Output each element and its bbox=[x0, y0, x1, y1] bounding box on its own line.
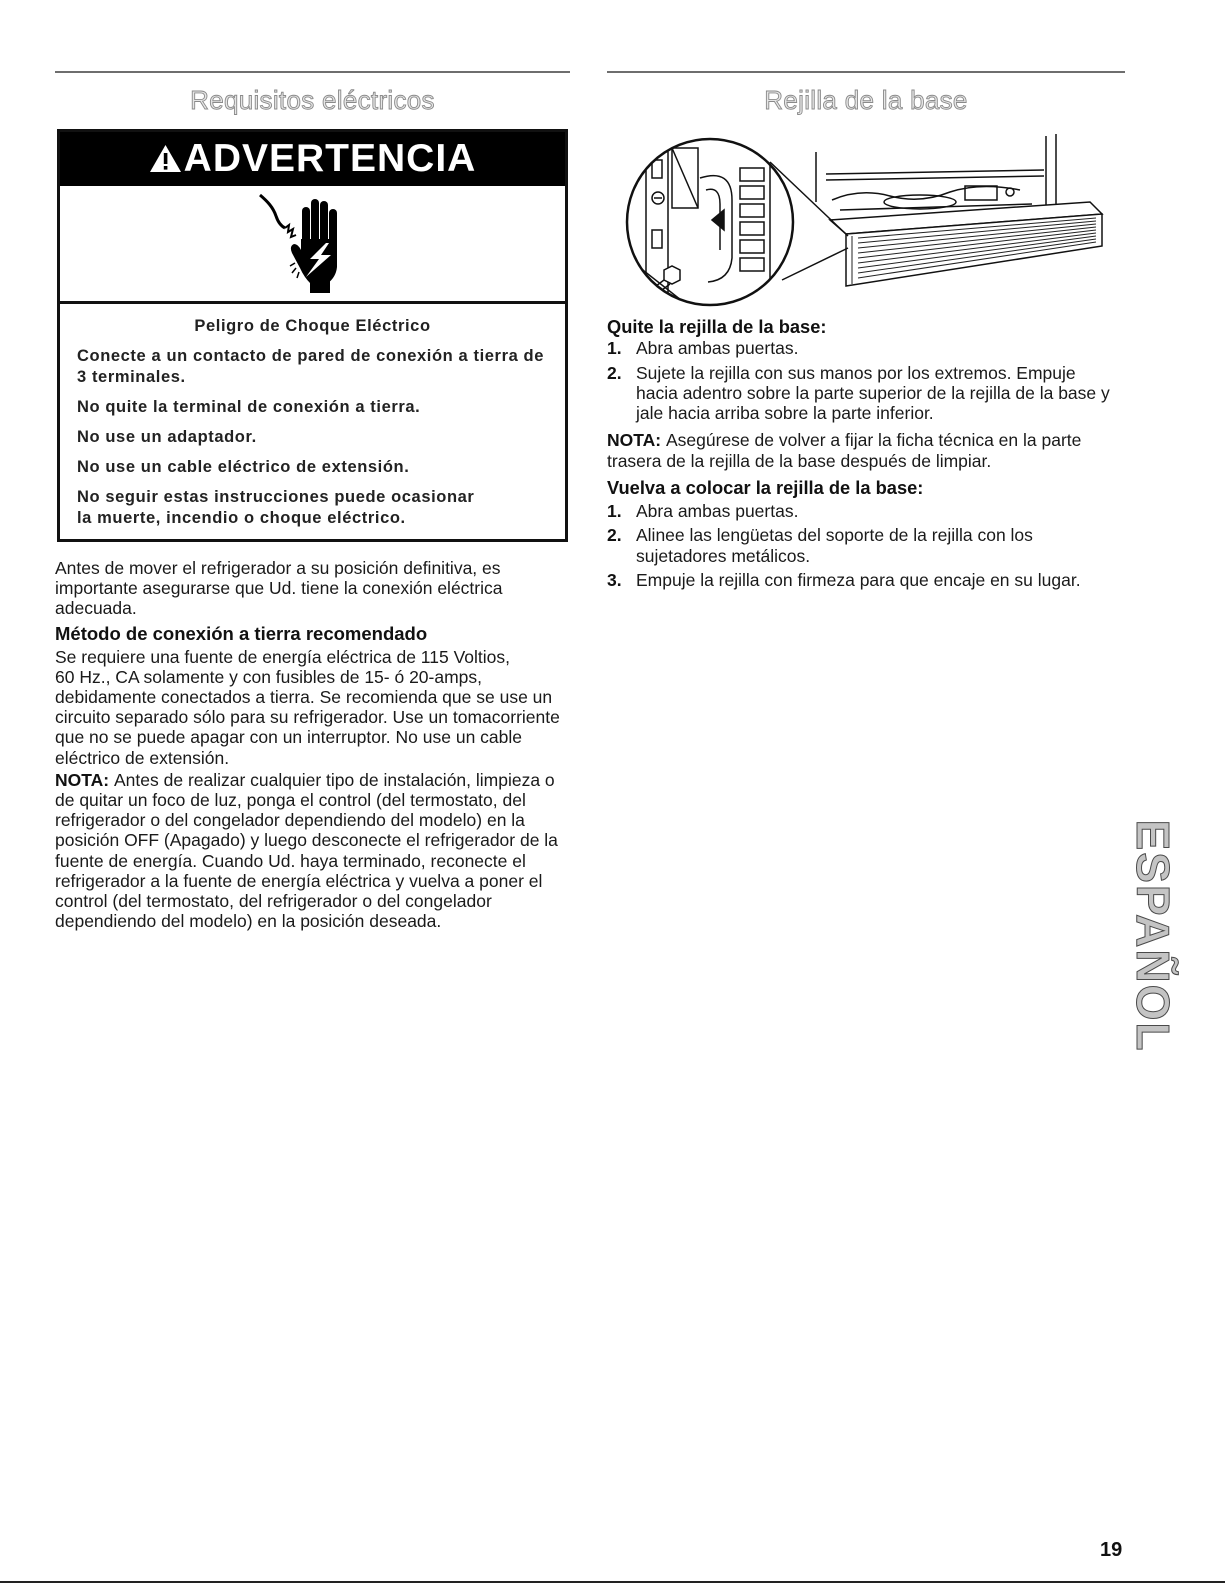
step-item bbox=[607, 501, 1125, 521]
step-number: 3. bbox=[607, 570, 622, 591]
body-line: Abra ambas puertas. bbox=[636, 338, 799, 358]
body-line: Se requiere una fuente de energía eléctrica de 115 Voltios, bbox=[55, 646, 510, 667]
body-line: refrigerador a la fuente de energía eléctrica y vuelva a poner el bbox=[55, 870, 543, 891]
note-label: NOTA: bbox=[607, 430, 662, 451]
step-item bbox=[607, 570, 1125, 590]
warning-line: No use un adaptador. bbox=[77, 428, 257, 446]
step-number: 2. bbox=[607, 362, 622, 383]
body-line: Antes de realizar cualquier tipo de instalación, limpieza o bbox=[114, 769, 555, 790]
body-line: trasera de la rejilla de la base después de limpiar. bbox=[607, 450, 992, 471]
body-line: circuito separado sólo para su refrigerador. Use un tomacorriente bbox=[55, 707, 560, 728]
body-line: control (del termostato, del refrigerador o del congelador bbox=[55, 891, 492, 912]
step-text bbox=[636, 501, 798, 521]
page-bottom-rule bbox=[0, 1581, 1225, 1583]
language-tab-label: ESPAÑOL bbox=[1127, 819, 1179, 1053]
warning-line: No seguir estas instrucciones puede ocasionar bbox=[77, 488, 475, 506]
step-text bbox=[636, 338, 798, 358]
body-line: Asegúrese de volver a fijar la ficha técnica en la parte bbox=[666, 430, 1082, 451]
electrical-body bbox=[55, 558, 570, 931]
warning-instruction bbox=[60, 457, 565, 478]
body-line: jale hacia arriba sobre la parte inferior. bbox=[636, 403, 934, 424]
body-line: sujetadores metálicos. bbox=[636, 545, 811, 566]
warning-line: Conecte a un contacto de pared de conexión a tierra de bbox=[77, 347, 545, 365]
warning-triangle-icon bbox=[149, 144, 182, 173]
note-paragraph bbox=[607, 430, 1125, 470]
base-grille-illustration bbox=[620, 130, 1105, 315]
body-line: debidamente conectados a tierra. Se recomienda que se use un bbox=[55, 687, 553, 708]
warning-line: No quite la terminal de conexión a tierra. bbox=[77, 398, 421, 416]
note-first-line bbox=[607, 430, 1125, 450]
body-line: adecuada. bbox=[55, 598, 137, 619]
warning-divider bbox=[60, 301, 565, 304]
warning-header bbox=[60, 132, 565, 186]
step-text bbox=[636, 525, 1033, 565]
step-number: 2. bbox=[607, 525, 622, 546]
warning-instruction bbox=[60, 397, 565, 418]
body-line: Antes de mover el refrigerador a su posición definitiva, es bbox=[55, 558, 501, 578]
body-line: Abra ambas puertas. bbox=[636, 500, 799, 521]
replace-grille-title: Vuelva a colocar la rejilla de la base: bbox=[607, 476, 924, 498]
step-number: 1. bbox=[607, 338, 622, 358]
warning-box bbox=[57, 129, 568, 542]
body-line: posición OFF (Apagado) y luego desconecte el refrigerador de la bbox=[55, 830, 558, 851]
step-text bbox=[636, 570, 1081, 590]
electrical-shock-hand-icon bbox=[258, 193, 348, 293]
section-heading-base-grille: Rejilla de la base bbox=[764, 85, 968, 115]
warning-line: la muerte, incendio o choque eléctrico. bbox=[77, 509, 406, 527]
step-item bbox=[607, 363, 1125, 424]
hazard-title: Peligro de Choque Eléctrico bbox=[194, 317, 431, 335]
step-text bbox=[636, 363, 1110, 424]
note-first-line bbox=[55, 770, 570, 790]
grounding-subheading: Método de conexión a tierra recomendado bbox=[55, 622, 428, 644]
step-item bbox=[607, 338, 1125, 358]
body-line: eléctrico de extensión. bbox=[55, 747, 230, 768]
body-line: Alinee las lengüetas del soporte de la rejilla con los bbox=[636, 525, 1033, 546]
warning-text bbox=[60, 316, 565, 529]
left-top-rule bbox=[55, 71, 570, 73]
page-number: 19 bbox=[1100, 1539, 1123, 1561]
body-line: que no se puede apagar con un interruptor. No use un cable bbox=[55, 727, 523, 748]
warning-instruction bbox=[60, 346, 565, 388]
remove-grille-title: Quite la rejilla de la base: bbox=[607, 316, 827, 337]
body-line: fuente de energía. Cuando Ud. haya terminado, reconecte el bbox=[55, 850, 526, 871]
language-side-tab bbox=[1127, 815, 1179, 1057]
requirements-paragraph bbox=[55, 647, 570, 768]
base-grille-body bbox=[607, 316, 1125, 591]
section-heading-electrical: Requisitos eléctricos bbox=[190, 85, 435, 115]
step-number: 1. bbox=[607, 500, 622, 521]
body-line: Sujete la rejilla con sus manos por los extremos. Empuje bbox=[636, 362, 1076, 383]
warning-instruction bbox=[60, 427, 565, 448]
body-line: importante asegurarse que Ud. tiene la conexión eléctrica bbox=[55, 578, 503, 599]
warning-title: ADVERTENCIA bbox=[183, 137, 477, 180]
body-line: de quitar un foco de luz, ponga el control (del termostato, del bbox=[55, 790, 526, 811]
right-top-rule bbox=[607, 71, 1125, 73]
body-line: refrigerador o del congelador dependiendo del modelo) en la bbox=[55, 810, 525, 831]
step-item bbox=[607, 525, 1125, 565]
warning-consequence bbox=[60, 487, 565, 529]
intro-paragraph bbox=[55, 558, 570, 619]
body-line: 60 Hz., CA solamente y con fusibles de 15- ó 20-amps, bbox=[55, 666, 483, 687]
note-label: NOTA: bbox=[55, 769, 110, 790]
note-paragraph bbox=[55, 770, 570, 932]
warning-line: 3 terminales. bbox=[77, 368, 186, 386]
body-line: hacia adentro sobre la parte superior de la rejilla de la base y bbox=[636, 382, 1110, 403]
body-line: Empuje la rejilla con firmeza para que encaje en su lugar. bbox=[636, 570, 1081, 591]
warning-line: No use un cable eléctrico de extensión. bbox=[77, 458, 410, 476]
body-line: dependiendo del modelo) en la posición deseada. bbox=[55, 911, 442, 932]
